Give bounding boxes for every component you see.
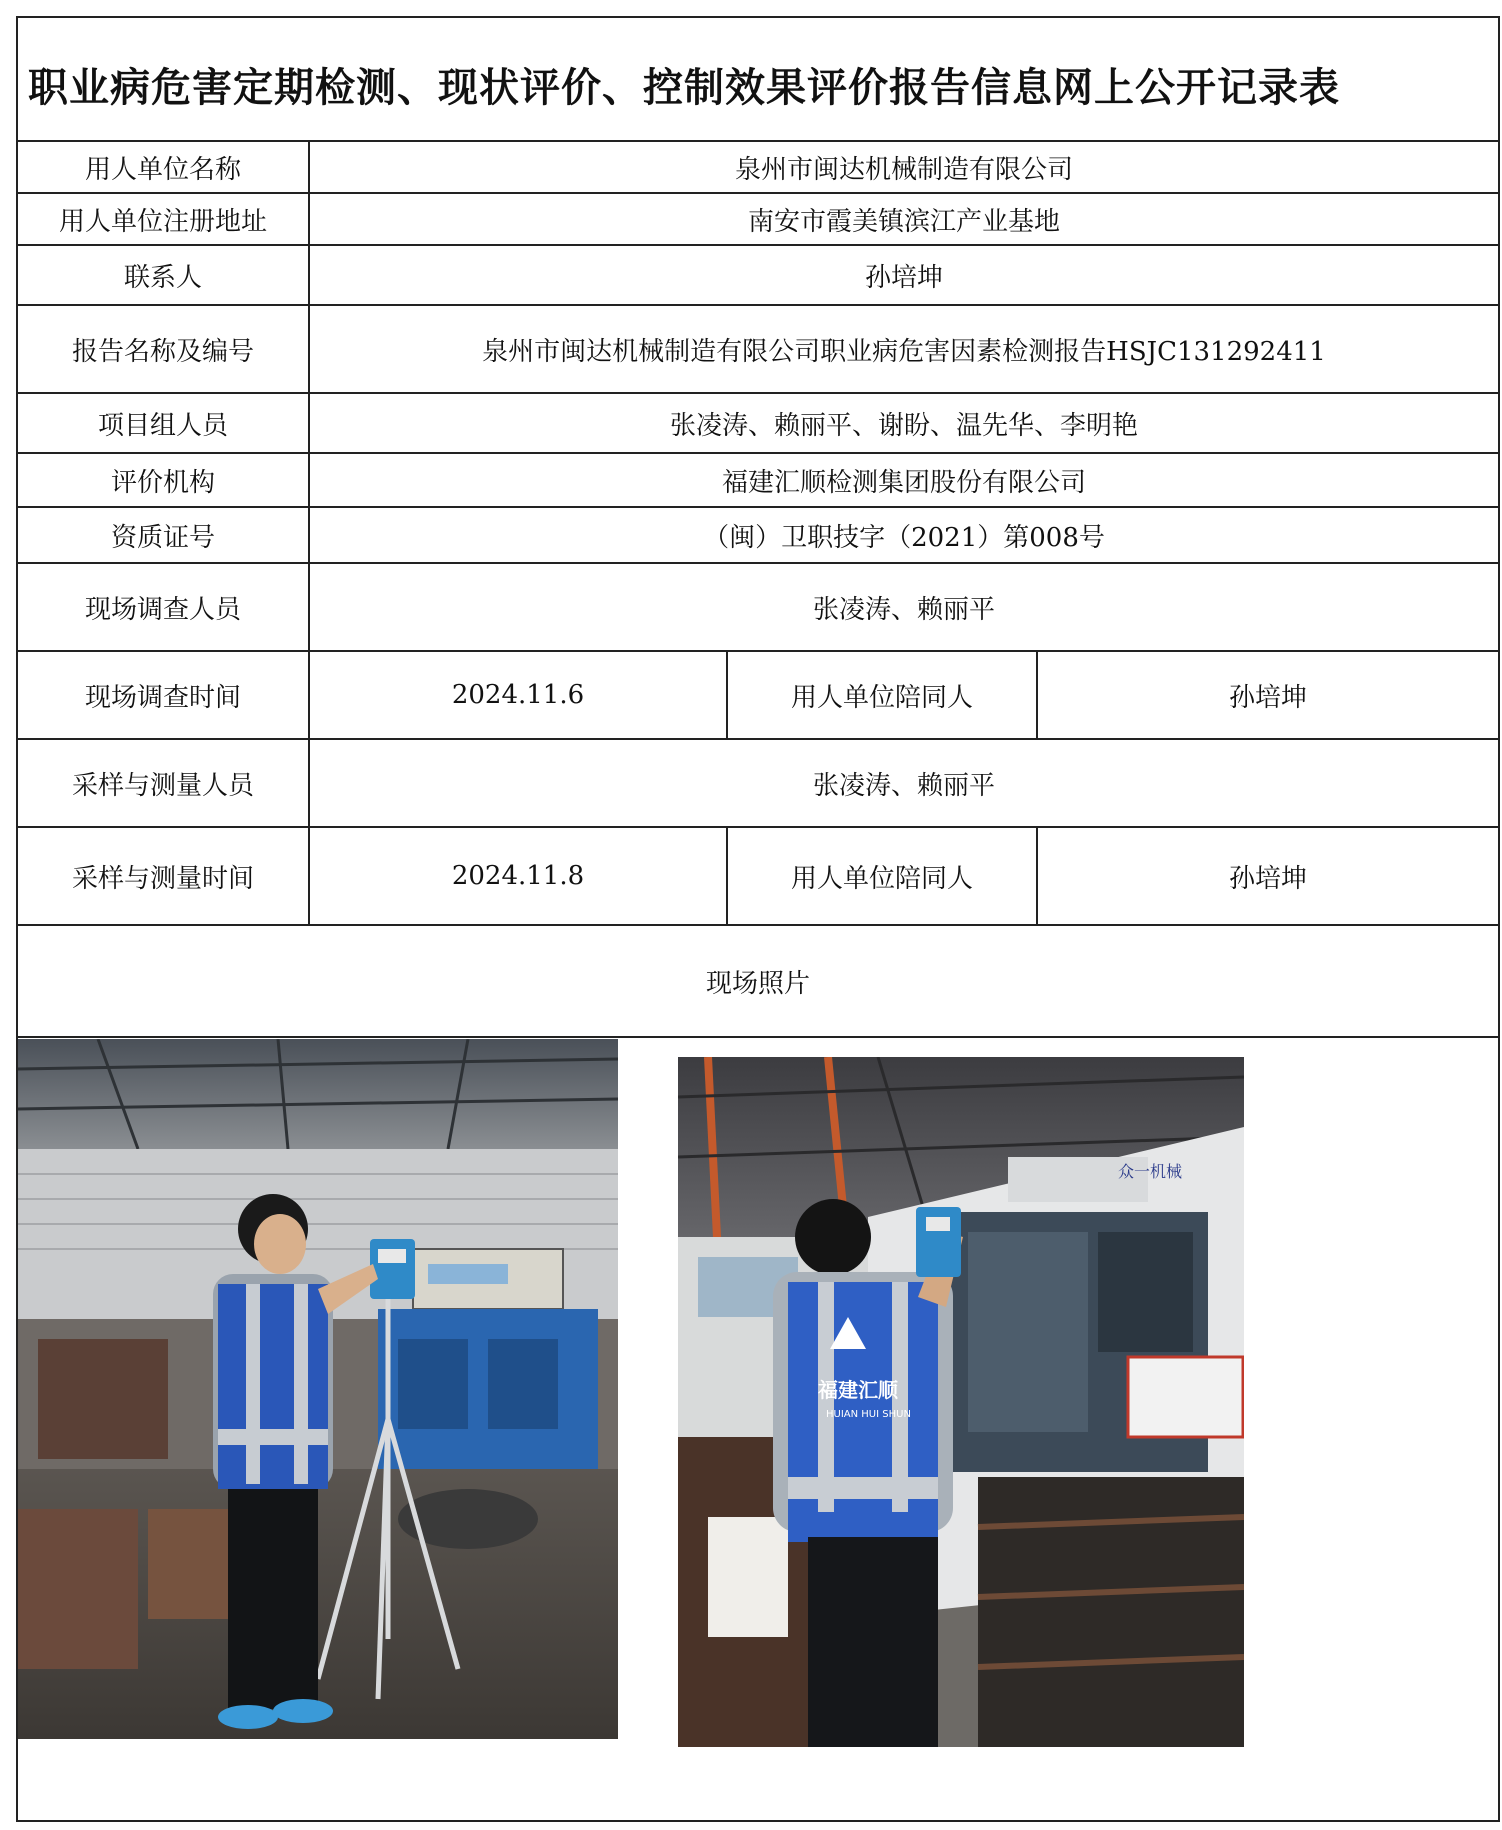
team-label: 项目组人员 bbox=[18, 394, 310, 452]
survey-companion-value: 孙培坤 bbox=[1228, 682, 1307, 713]
photos-heading: 现场照片 bbox=[705, 968, 810, 999]
site-photo-1-image bbox=[18, 1039, 618, 1739]
row-sampling-time bbox=[18, 828, 1498, 926]
sampling-staff-value: 张凌涛、赖丽平 bbox=[812, 770, 995, 801]
row-survey-time bbox=[18, 652, 1498, 740]
employer-address-label: 用人单位注册地址 bbox=[18, 194, 310, 244]
row-employer-address bbox=[18, 194, 1498, 246]
survey-time-value: 2024.11.6 bbox=[310, 652, 728, 738]
contact-value: 孙培坤 bbox=[864, 262, 943, 293]
agency-value: 福建汇顺检测集团股份有限公司 bbox=[721, 467, 1086, 498]
report-label: 报告名称及编号 bbox=[18, 306, 310, 392]
sampling-time-value: 2024.11.8 bbox=[310, 828, 728, 924]
title-row bbox=[18, 18, 1498, 142]
vest-logo-text: 福建汇顺 bbox=[818, 1378, 898, 1402]
qualification-label: 资质证号 bbox=[18, 508, 310, 562]
row-photos-heading bbox=[18, 926, 1498, 1038]
vest-logo-subtext: HUIAN HUI SHUN bbox=[826, 1409, 911, 1420]
survey-staff-value: 张凌涛、赖丽平 bbox=[812, 594, 995, 625]
site-photo-2-image bbox=[678, 1057, 1244, 1747]
survey-companion-label: 用人单位陪同人 bbox=[728, 652, 1038, 738]
agency-label: 评价机构 bbox=[18, 454, 310, 506]
contact-label: 联系人 bbox=[18, 246, 310, 304]
row-agency bbox=[18, 454, 1498, 508]
sampling-staff-label: 采样与测量人员 bbox=[18, 740, 310, 826]
row-team bbox=[18, 394, 1498, 454]
row-employer-name bbox=[18, 142, 1498, 194]
record-table bbox=[16, 16, 1500, 1822]
survey-staff-label: 现场调查人员 bbox=[18, 564, 310, 650]
site-photo-1 bbox=[18, 1039, 618, 1739]
qualification-value: （闽）卫职技字（2021）第008号 bbox=[703, 522, 1105, 553]
employer-name-value: 泉州市闽达机械制造有限公司 bbox=[734, 154, 1073, 185]
report-value: 泉州市闽达机械制造有限公司职业病危害因素检测报告HSJC131292411 bbox=[482, 336, 1326, 367]
employer-name-label: 用人单位名称 bbox=[18, 142, 310, 192]
sampling-companion-label: 用人单位陪同人 bbox=[728, 828, 1038, 924]
row-survey-staff bbox=[18, 564, 1498, 652]
survey-time-label: 现场调查时间 bbox=[18, 652, 310, 738]
row-contact bbox=[18, 246, 1498, 306]
site-photo-2 bbox=[678, 1057, 1244, 1747]
row-report bbox=[18, 306, 1498, 394]
sampling-companion-value: 孙培坤 bbox=[1228, 863, 1307, 894]
row-qualification bbox=[18, 508, 1498, 564]
team-value: 张凌涛、赖丽平、谢盼、温先华、李明艳 bbox=[669, 410, 1138, 441]
machine-sign: 众一机械 bbox=[1118, 1162, 1183, 1181]
employer-address-value: 南安市霞美镇滨江产业基地 bbox=[747, 206, 1060, 237]
page-title: 职业病危害定期检测、现状评价、控制效果评价报告信息网上公开记录表 bbox=[28, 65, 1340, 111]
sampling-time-label: 采样与测量时间 bbox=[18, 828, 310, 924]
row-sampling-staff bbox=[18, 740, 1498, 828]
